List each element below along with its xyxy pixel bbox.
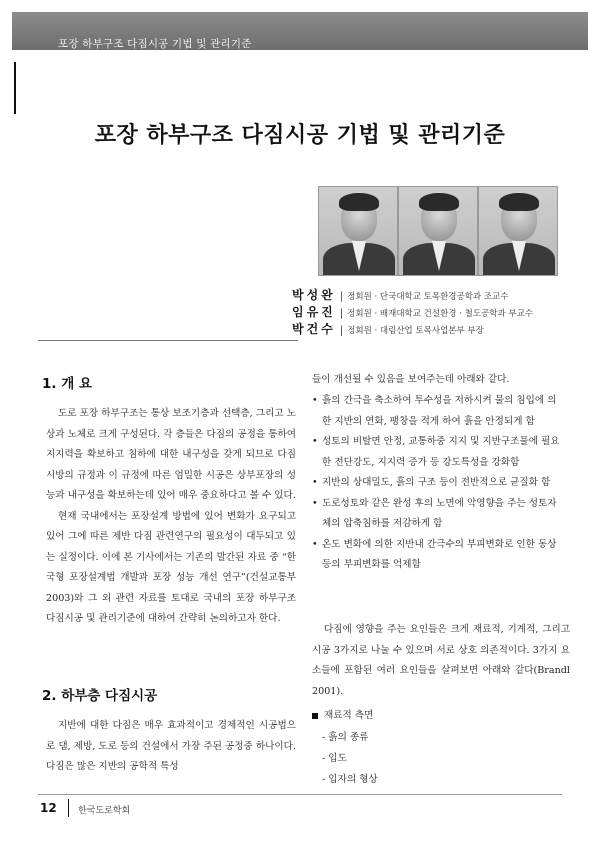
author-line-1: 박성완 | 정회원 · 단국대학교 토목환경공학과 조교수 [292, 288, 509, 302]
list-item: - 흙의 종류 [322, 727, 378, 748]
section-1-heading: 1. 개 요 [42, 376, 93, 392]
footer-separator [68, 799, 69, 817]
list-item: • 성토의 비탈면 안정, 교통하중 지지 및 지반구조물에 필요한 전단강도, 지지력 증가 등 강도특성을 강화함 [312, 432, 562, 473]
list-item: • 온도 변화에 의한 지반내 간극수의 부피변화로 인한 동상 등의 부피변화를 억제함 [312, 535, 562, 576]
journal-name: 한국도로학회 [78, 806, 131, 816]
right-column-intro: 들이 개선될 수 있음을 보여주는데 아래와 같다. [312, 374, 510, 385]
author-name: 임유진 [292, 305, 336, 319]
paragraph: 다짐에 영향을 주는 요인들은 크게 재료적, 기계적, 그리고 시공 3가지로 나눌 수 있으며 서로 상호 의존적이다. 3가지 요소들에 포함된 여러 요인들을 살펴보면 아래와 같다(Brandl 2001). [312, 624, 570, 697]
compaction-benefits-list [312, 391, 562, 576]
list-item: • 도로성토와 같은 완성 후의 노면에 악영향을 주는 성토자체의 압축침하를 저감하게 함 [312, 494, 562, 535]
author-photo-1 [318, 186, 398, 276]
section-1-body [46, 404, 296, 630]
footer-rule [38, 794, 562, 795]
author-affiliation: 정회원 · 대림산업 토목사업본부 부장 [347, 326, 484, 336]
left-margin-rule [14, 62, 16, 114]
paragraph: 현재 국내에서는 포장설계 방법에 있어 변화가 요구되고 있어 그에 따른 제반 다짐 관련연구의 필요성이 대두되고 있는 실정이다. 이에 본 기사에서는 기존의 발간된 자료 중 “한국형 포장설계법 개발과 포장 성능 개선 연구”(건설교통부 2003)와 그 외 관련 자료를 토대로 국내의 포장 하부구조 다짐시공 및 관리기준에 대하여 간략히 논의하고자 한다. [46, 510, 296, 624]
section-divider [38, 340, 298, 341]
author-affiliation: 정회원 · 배재대학교 건설환경 · 철도공학과 부교수 [347, 309, 533, 319]
author-photo-2 [398, 186, 478, 276]
list-item: • 흙의 간극을 축소하여 투수성을 저하시켜 물의 침입에 의한 지반의 연화, 팽창을 적게 하여 흙을 안정되게 함 [312, 391, 562, 432]
section-2-body [46, 716, 296, 778]
page-number: 12 [40, 801, 57, 815]
list-item: - 입자의 형상 [322, 769, 378, 790]
section-2-heading: 2. 하부층 다짐시공 [42, 688, 158, 704]
author-affiliation: 정회원 · 단국대학교 토목환경공학과 조교수 [347, 292, 509, 302]
article-title: 포장 하부구조 다짐시공 기법 및 관리기준 [94, 123, 506, 148]
running-header-title: 포장 하부구조 다짐시공 기법 및 관리기준 [58, 38, 252, 50]
author-line-2: 임유진 | 정회원 · 배재대학교 건설환경 · 철도공학과 부교수 [292, 305, 533, 319]
factor-heading: 재료적 측면 [312, 706, 373, 726]
author-name: 박성완 [292, 288, 336, 302]
list-item: • 지반의 상대밀도, 흙의 구조 등이 전반적으로 균질화 함 [312, 473, 562, 494]
paragraph: 지반에 대한 다짐은 매우 효과적이고 경제적인 시공법으로 댐, 제방, 도로 등의 건설에서 가장 주된 공정중 하나이다. 다짐은 많은 지반의 공학적 특성 [46, 720, 296, 772]
paragraph: 도로 포장 하부구조는 통상 보조기층과 선택층, 그리고 노상과 노체로 크게 구성된다. 각 층들은 다짐의 공정을 통하여 지지력을 확보하고 침하에 대한 내구성을 갖게 되므로 다짐 시방의 규정과 이 규정에 따른 엄밀한 시공은 상부포장의 성능과 내구성을 확보하는데 있어 매우 중요하다고 볼 수 있다. [46, 408, 296, 501]
author-line-3: 박건수 | 정회원 · 대림산업 토목사업본부 부장 [292, 322, 484, 336]
square-bullet-icon [312, 713, 318, 719]
author-photo-3 [478, 186, 558, 276]
list-item: - 입도 [322, 748, 378, 769]
right-column-body [312, 620, 570, 702]
factor-sub-list [322, 727, 378, 790]
author-name: 박건수 [292, 322, 336, 336]
